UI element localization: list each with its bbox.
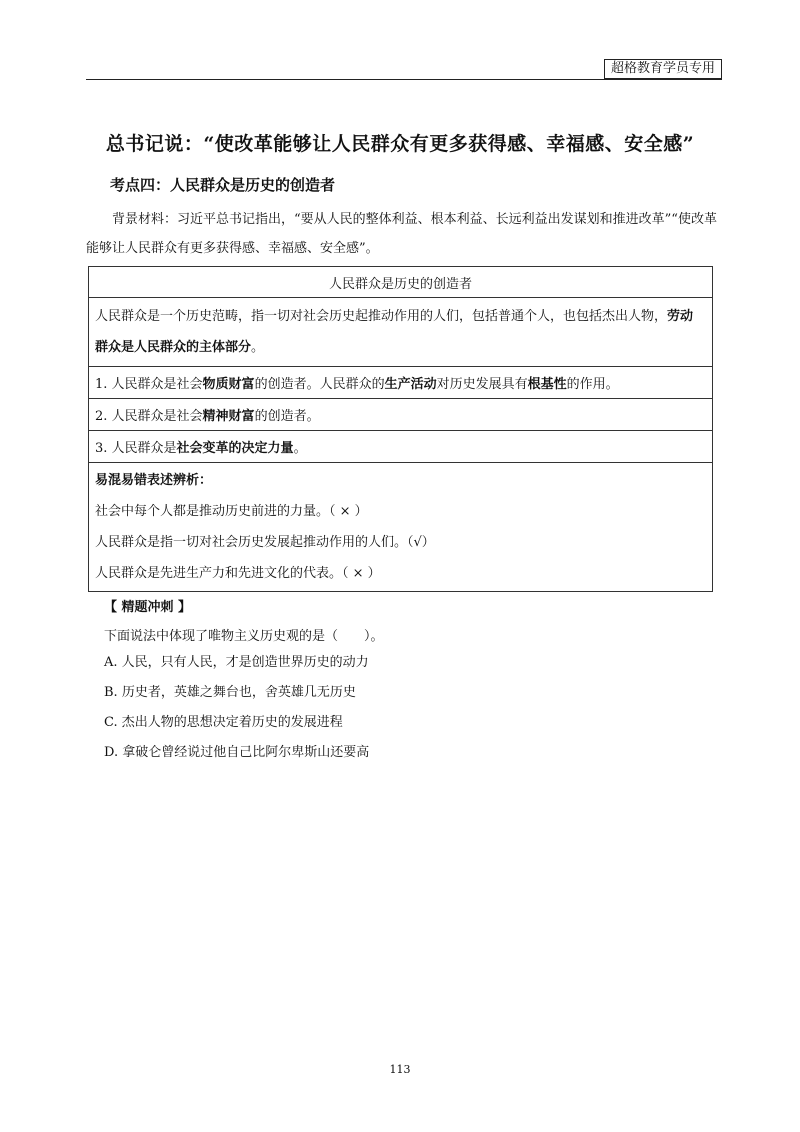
definition-end: 。 <box>251 340 265 355</box>
point2-text-c: 的创造者。 <box>254 409 320 424</box>
point1-bold-1: 物质财富 <box>202 377 255 392</box>
option-c: C. 杰出人物的思想决定着历史的发展进程 <box>104 715 343 730</box>
point1-text-e: 的作用。 <box>566 377 619 392</box>
table-point-2 <box>89 399 713 431</box>
point3-text-a: 3. 人民群众是 <box>95 441 177 456</box>
confusion-analysis <box>89 463 713 592</box>
point1-text-a: 1. 人民群众是社会 <box>95 377 203 392</box>
question-stem: 下面说法中体现了唯物主义历史观的是（ ）。 <box>104 629 384 644</box>
point1-text-c: 的创造者。人民群众的 <box>254 377 385 392</box>
page-title: 总书记说：“使改革能够让人民群众有更多获得感、幸福感、安全感” <box>105 133 695 155</box>
background-material: 背景材料：习近平总书记指出，“要从人民的整体利益、根本利益、长远利益出发谋划和推进改革”“使改革能够让人民群众有更多获得感、幸福感、安全感”。 <box>86 212 717 256</box>
option-d: D. 拿破仑曾经说过他自己比阿尔卑斯山还要高 <box>104 745 370 760</box>
table-definition <box>89 298 713 367</box>
page-number: 113 <box>389 1063 411 1076</box>
confusion-title: 易混易错表述辨析： <box>95 473 213 488</box>
point2-text-a: 2. 人民群众是社会 <box>95 409 203 424</box>
drill-title: 【 精题冲刺 】 <box>104 600 192 615</box>
definition-bold: 劳动群众是人民群众的主体部分 <box>95 309 694 355</box>
point1-bold-2: 生产活动 <box>384 377 437 392</box>
confusion-item: 人民群众是先进生产力和先进文化的代表。（ × ） <box>95 566 381 581</box>
key-point-table <box>88 266 713 592</box>
point2-bold: 精神财富 <box>202 409 255 424</box>
header-tag: 超格教育学员专用 <box>604 59 722 79</box>
point3-text-c: 。 <box>293 441 307 456</box>
point1-bold-3: 根基性 <box>527 377 567 392</box>
point1-text-d: 对历史发展具有 <box>436 377 528 392</box>
table-point-1 <box>89 367 713 399</box>
section-title: 考点四：人民群众是历史的创造者 <box>110 176 336 194</box>
point3-bold: 社会变革的决定力量 <box>176 441 294 456</box>
definition-text: 人民群众是一个历史范畴，指一切对社会历史起推动作用的人们，包括普通个人，也包括杰出人物， <box>95 309 668 324</box>
header-rule <box>86 79 722 80</box>
table-point-3 <box>89 431 713 463</box>
confusion-item: 人民群众是指一切对社会历史发展起推动作用的人们。（√） <box>95 535 435 550</box>
answer-options <box>104 652 369 772</box>
confusion-item: 社会中每个人都是推动历史前进的力量。（ × ） <box>95 504 368 519</box>
option-a: A. 人民，只有人民，才是创造世界历史的动力 <box>104 655 369 670</box>
option-b: B. 历史者，英雄之舞台也，舍英雄几无历史 <box>104 685 356 700</box>
table-header: 人民群众是历史的创造者 <box>89 267 713 298</box>
